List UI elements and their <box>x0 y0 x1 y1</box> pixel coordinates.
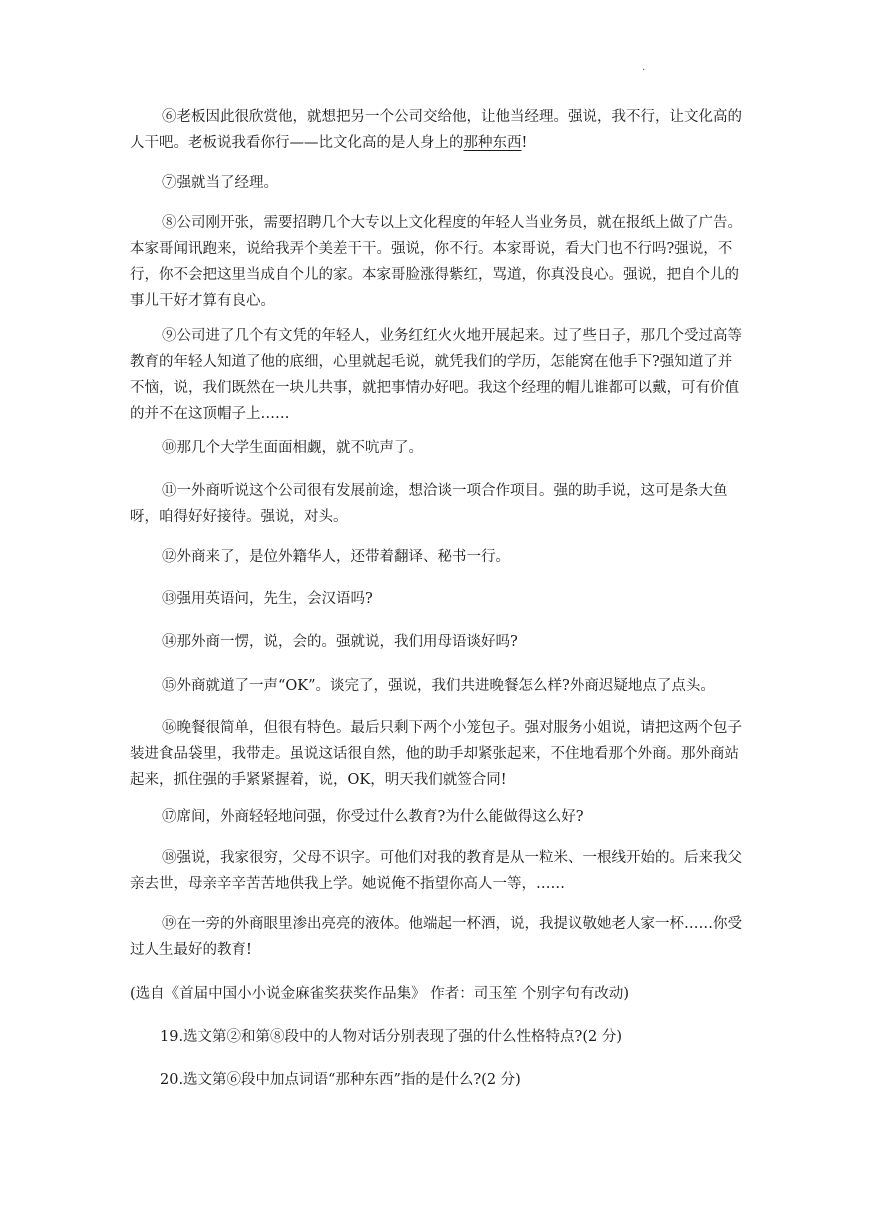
question-19: 19.选文第②和第⑧段中的人物对话分别表现了强的什么性格特点?(2 分) <box>160 1029 622 1045</box>
paragraph-6-text: ⑥老板因此很欣赏他，就想把另一个公司交给他，让他当经理。强说，我不行，让文化高的人干吧。老板说我看你行——比文化高的是人身上的 <box>130 109 742 151</box>
paragraph-12: ⑫外商来了，是位外籍华人，还带着翻译、秘书一行。 <box>162 549 510 565</box>
header-mark: · <box>642 65 646 76</box>
paragraph-9: ⑨公司进了几个有文凭的年轻人，业务红红火火地开展起来。过了些日子，那几个受过高等教育的年轻人知道了他的底细，心里就起毛说，就凭我们的学历，怎能窝在他手下?强知道了并不恼，说，我们既然在一块儿共事，就把事情办好吧。我这个经理的帽儿谁都可以戴，可有价值的并不在这顶帽子上…… <box>130 328 742 422</box>
paragraph-19: ⑲在一旁的外商眼里渗出亮亮的液体。他端起一杯酒，说，我提议敬她老人家一杯……你受过人生最好的教育! <box>130 916 742 958</box>
paragraph-10: ⑩那几个大学生面面相觑，就不吭声了。 <box>162 440 423 456</box>
paragraph-8: ⑧公司刚开张，需要招聘几个大专以上文化程度的年轻人当业务员，就在报纸上做了广告。本家哥闻讯跑来，说给我弄个美差干干。强说，你不行。本家哥说，看大门也不行吗?强说，不行，你不会把这里当成自个儿的家。本家哥脸涨得紫红，骂道，你真没良心。强说，把自个儿的事儿干好才算有良心。 <box>130 215 742 309</box>
paragraph-7: ⑦强就当了经理。 <box>162 175 278 191</box>
paragraph-15: ⑮外商就道了一声“OK”。谈完了，强说，我们共进晚餐怎么样?外商迟疑地点了点头。 <box>162 678 715 694</box>
underlined-phrase: 那种东西 <box>463 135 522 151</box>
paragraph-6 <box>130 104 742 156</box>
paragraph-6-end: ! <box>521 135 528 151</box>
paragraph-17: ⑰席间，外商轻轻地问强，你受过什么教育?为什么能做得这么好? <box>162 809 584 825</box>
paragraph-16: ⑯晚餐很简单，但很有特色。最后只剩下两个小笼包子。强对服务小姐说，请把这两个包子装进食品袋里，我带走。虽说这话很自然，他的助手却紧张起来，不住地看那个外商。那外商站起来，抓住强的手紧紧握着，说，OK，明天我们就签合同! <box>130 720 742 788</box>
source-note: (选自《首届中国小小说金麻雀奖获奖作品集》 作者：司玉笙 个别字句有改动) <box>130 986 630 1002</box>
paragraph-11: ⑪一外商听说这个公司很有发展前途，想洽谈一项合作项目。强的助手说，这可是条大鱼呀，咱得好好接待。强说，对头。 <box>130 483 728 525</box>
paragraph-14: ⑭那外商一愣，说，会的。强就说，我们用母语谈好吗? <box>162 634 518 650</box>
paragraph-13: ⑬强用英语问，先生，会汉语吗? <box>162 591 373 607</box>
paragraph-18: ⑱强说，我家很穷，父母不识字。可他们对我的教育是从一粒米、一根线开始的。后来我父亲去世，母亲辛辛苦苦地供我上学。她说俺不指望你高人一等，…… <box>130 850 742 892</box>
question-20: 20.选文第⑥段中加点词语“那种东西”指的是什么?(2 分) <box>160 1072 521 1088</box>
